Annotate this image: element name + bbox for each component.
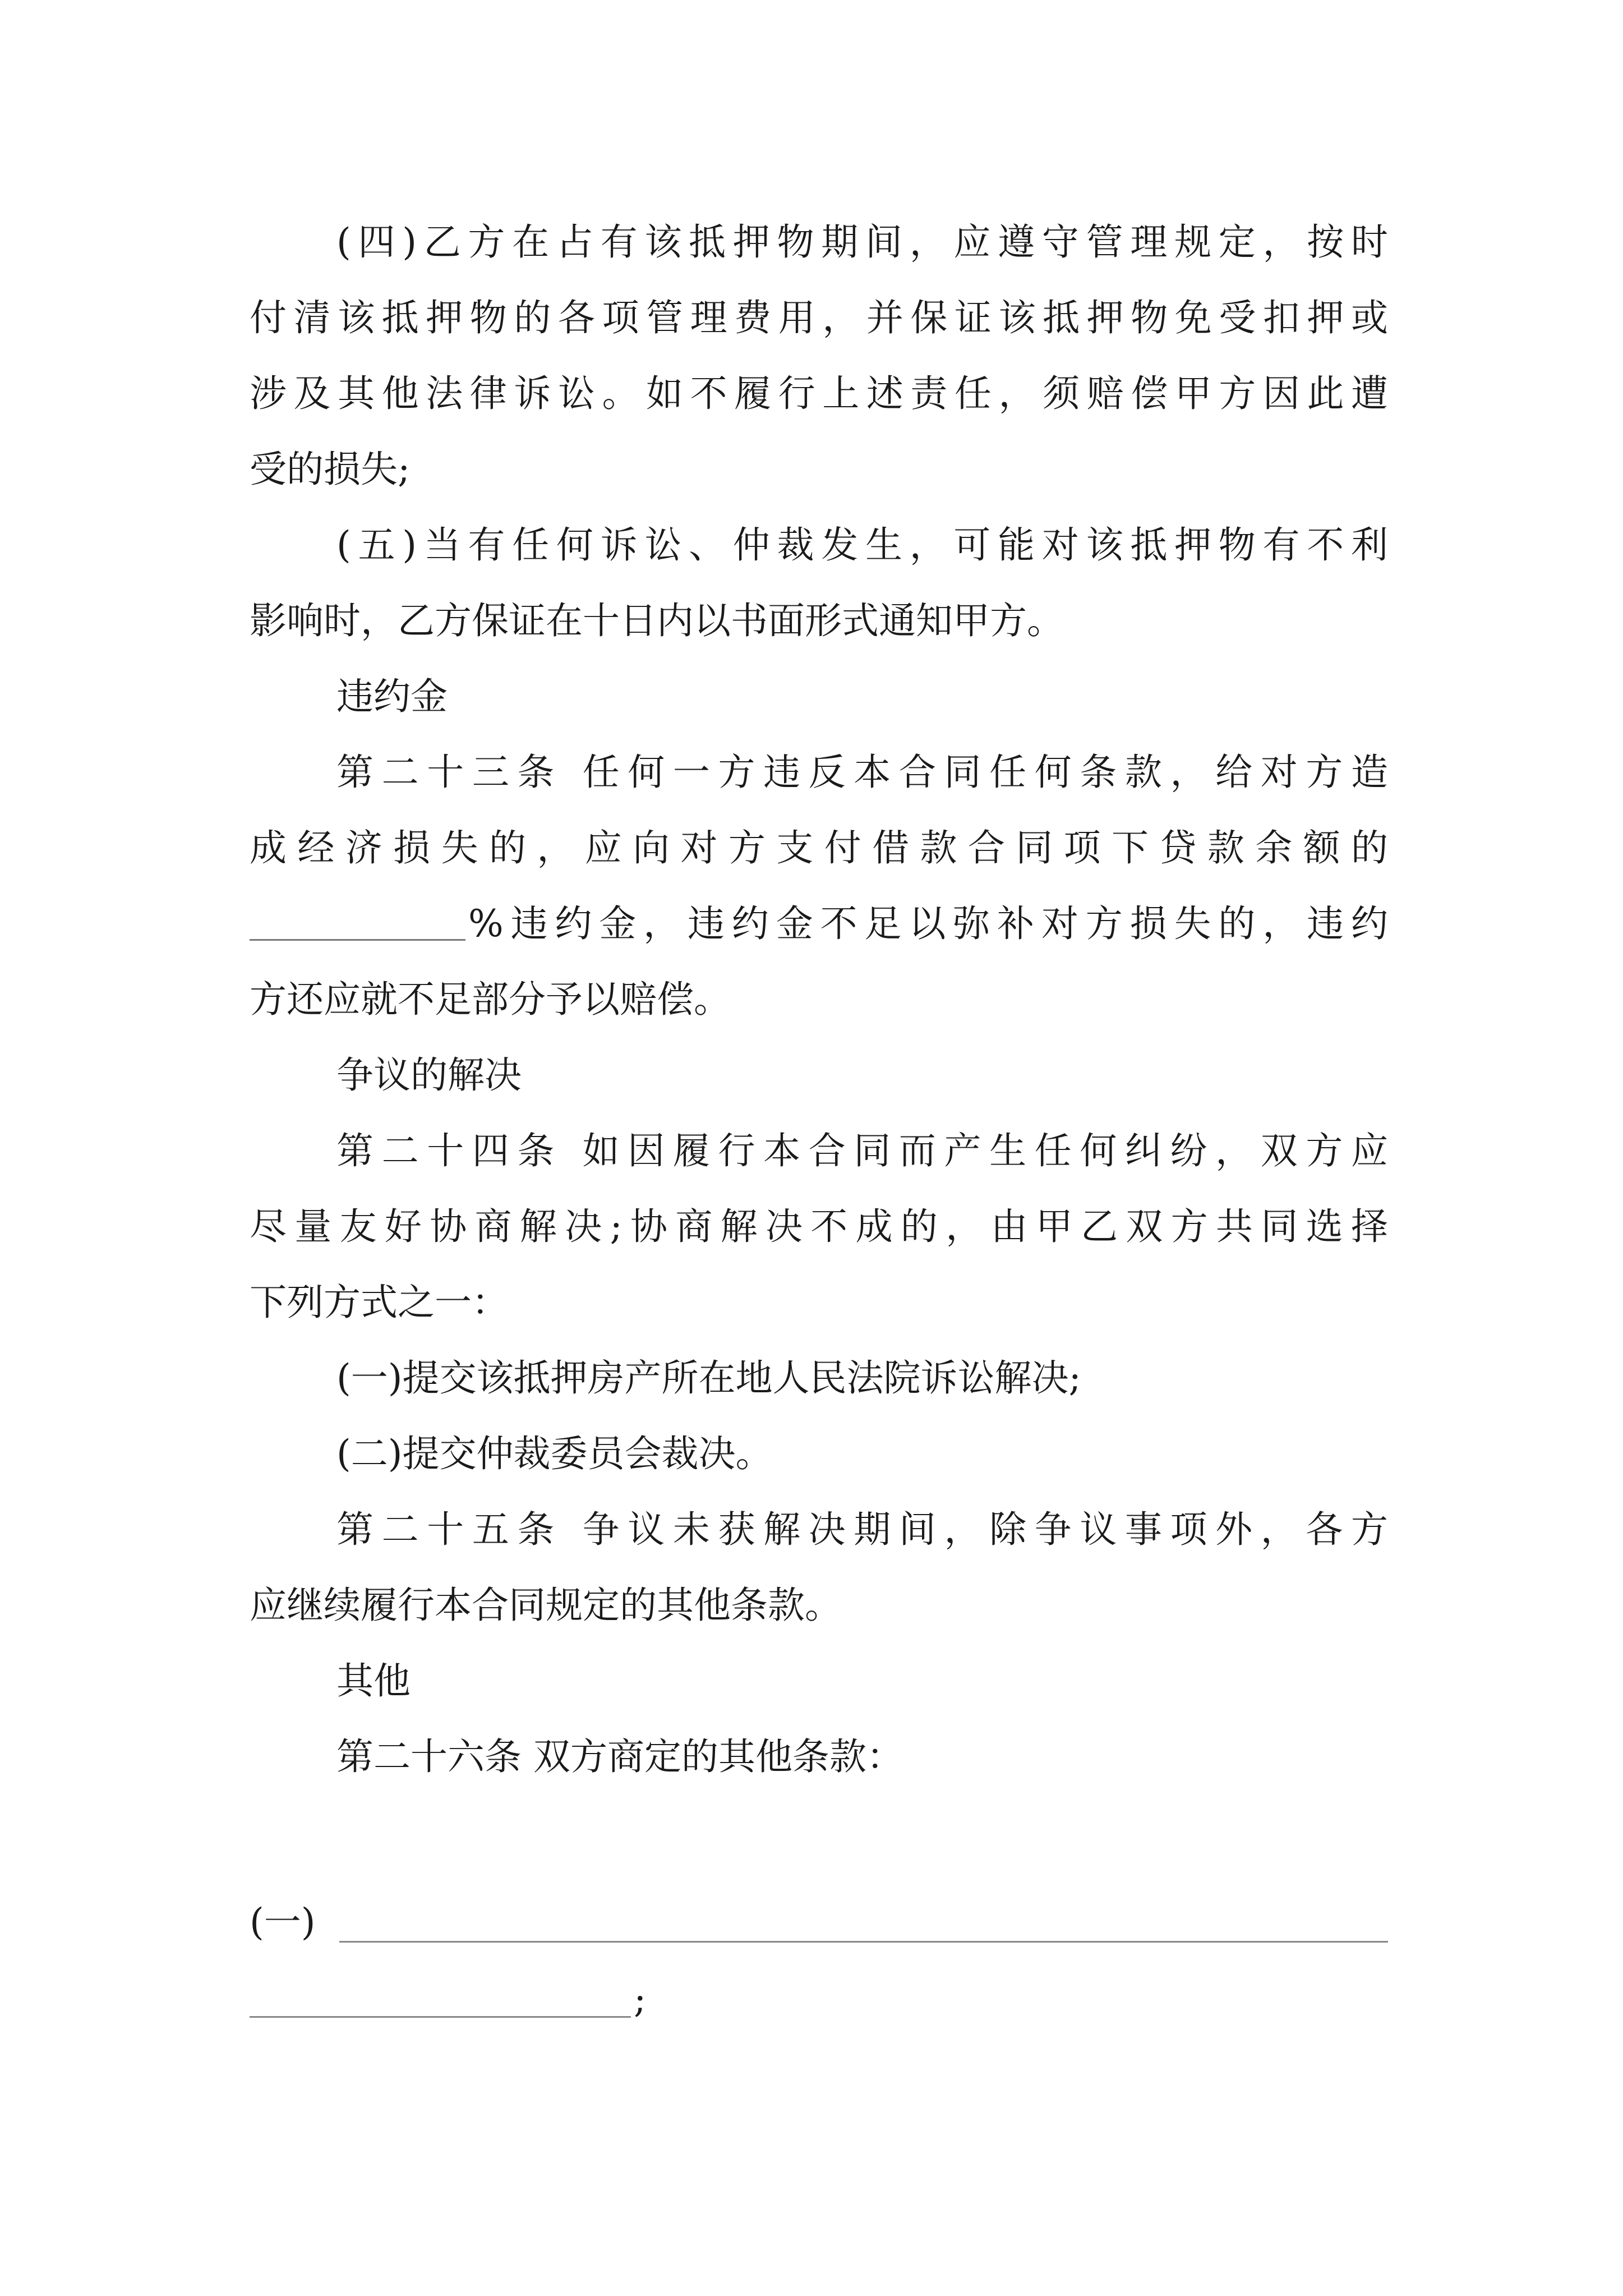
article-24-line-2: 尽量友好协商解决;协商解决不成的，由甲乙双方共同选择 xyxy=(250,1205,1388,1248)
article-23-line-4: 方还应就不足部分予以赔偿。 xyxy=(250,978,731,1021)
clause-4-line-1: (四)乙方在占有该抵押物期间，应遵守管理规定，按时 xyxy=(336,220,1388,264)
article-26-item-1-end: ; xyxy=(634,1978,647,2021)
article-23-line-3: %违约金，违约金不足以弥补对方损失的，违约 xyxy=(468,902,1388,945)
clause-4-line-4: 受的损失; xyxy=(250,448,411,491)
clause-4-line-2: 付清该抵押物的各项管理费用，并保证该抵押物免受扣押或 xyxy=(250,296,1388,339)
section-heading-dispute: 争议的解决 xyxy=(336,1053,522,1097)
article-26-item-1-blank-line-1 xyxy=(339,1941,1388,1943)
article-24-line-3: 下列方式之一： xyxy=(250,1281,509,1324)
article-26-item-1-label: (一) xyxy=(250,1901,316,1944)
article-25-line-1: 第二十五条 争议未获解决期间，除争议事项外，各方 xyxy=(336,1508,1388,1551)
section-heading-penalty: 违约金 xyxy=(336,675,448,718)
section-heading-other: 其他 xyxy=(336,1659,411,1703)
article-24-option-1: (一)提交该抵押房产所在地人民法院诉讼解决; xyxy=(336,1356,1081,1400)
clause-5-line-2: 影响时，乙方保证在十日内以书面形式通知甲方。 xyxy=(250,599,1064,642)
article-24-line-1: 第二十四条 如因履行本合同而产生任何纠纷，双方应 xyxy=(336,1129,1388,1172)
article-23-line-1: 第二十三条 任何一方违反本合同任何条款，给对方造 xyxy=(336,751,1388,794)
penalty-percent-blank xyxy=(250,900,465,941)
clause-4-line-3: 涉及其他法律诉讼。如不履行上述责任，须赔偿甲方因此遭 xyxy=(250,372,1388,415)
article-26-line-1: 第二十六条 双方商定的其他条款： xyxy=(336,1735,903,1778)
article-24-option-2: (二)提交仲裁委员会裁决。 xyxy=(336,1432,773,1475)
clause-5-line-1: (五)当有任何诉讼、仲裁发生，可能对该抵押物有不利 xyxy=(336,523,1388,567)
article-23-line-2: 成经济损失的，应向对方支付借款合同项下贷款余额的 xyxy=(250,826,1388,869)
article-26-item-1-blank-line-2 xyxy=(250,2016,631,2018)
article-25-line-2: 应继续履行本合同规定的其他条款。 xyxy=(250,1584,842,1627)
